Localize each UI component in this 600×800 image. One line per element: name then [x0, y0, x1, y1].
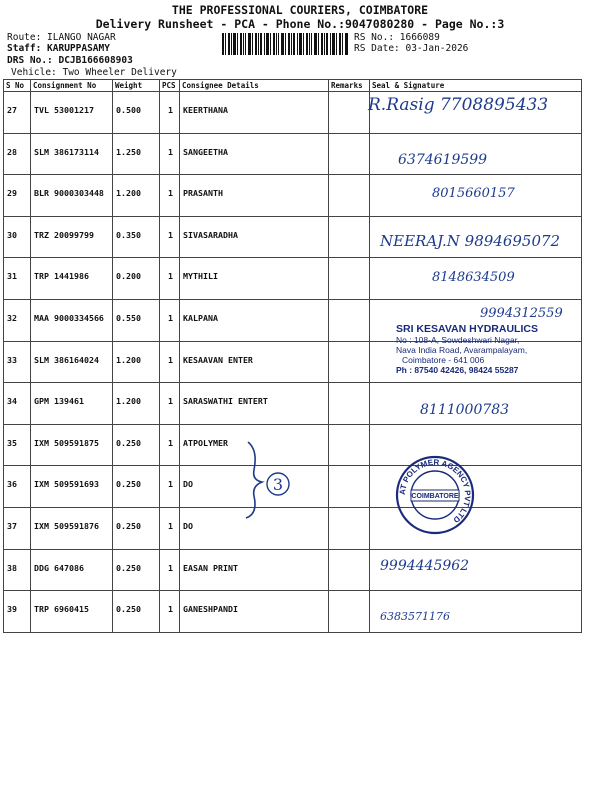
col-weight: Weight — [113, 80, 160, 92]
col-consignment: Consignment No — [31, 80, 113, 92]
cell-consignment: IXM 509591876 — [31, 507, 113, 549]
cell-remarks — [329, 341, 370, 383]
cell-sno: 27 — [4, 92, 31, 134]
cell-remarks — [329, 507, 370, 549]
cell-sno: 34 — [4, 383, 31, 425]
cell-weight: 1.200 — [113, 341, 160, 383]
cell-consignee: MYTHILI — [180, 258, 329, 300]
cell-pcs: 1 — [160, 299, 180, 341]
company-stamp — [396, 323, 586, 375]
cell-remarks — [329, 175, 370, 217]
drs-number: DRS No.: DCJB166608903 — [7, 55, 133, 66]
seal-inner-text: COIMBATORE — [411, 493, 459, 500]
cell-consignment: SLM 386164024 — [31, 341, 113, 383]
cell-consignment: IXM 509591875 — [31, 424, 113, 466]
cell-weight: 1.200 — [113, 383, 160, 425]
cell-consignment: TRP 1441986 — [31, 258, 113, 300]
table-row — [4, 591, 582, 633]
cell-pcs: 1 — [160, 133, 180, 175]
cell-pcs: 1 — [160, 383, 180, 425]
vehicle-label: Vehicle: Two Wheeler Delivery — [11, 67, 177, 78]
cell-pcs: 1 — [160, 591, 180, 633]
cell-remarks — [329, 466, 370, 508]
cell-consignment: TVL 53001217 — [31, 92, 113, 134]
cell-weight: 1.200 — [113, 175, 160, 217]
cell-sno: 32 — [4, 299, 31, 341]
rs-number: RS No.: 1666089 — [354, 32, 440, 43]
cell-weight: 0.250 — [113, 549, 160, 591]
cell-consignee: EASAN PRINT — [180, 549, 329, 591]
cell-sno: 31 — [4, 258, 31, 300]
col-sno: S No — [4, 80, 31, 92]
cell-consignment: MAA 9000334566 — [31, 299, 113, 341]
cell-weight: 0.250 — [113, 424, 160, 466]
handwritten-sig-28: 6374619599 — [398, 152, 488, 168]
cell-pcs: 1 — [160, 216, 180, 258]
cell-pcs: 1 — [160, 424, 180, 466]
handwritten-bracket — [238, 440, 298, 520]
stamp-name: SRI KESAVAN HYDRAULICS — [396, 323, 538, 335]
rs-date: RS Date: 03-Jan-2026 — [354, 43, 469, 54]
cell-consignment: TRZ 20099799 — [31, 216, 113, 258]
cell-sno: 33 — [4, 341, 31, 383]
cell-pcs: 1 — [160, 92, 180, 134]
cell-pcs: 1 — [160, 466, 180, 508]
handwritten-sig-31: 8148634509 — [432, 270, 515, 285]
col-signature: Seal & Signature — [370, 80, 582, 92]
route-label: Route: ILANGO NAGAR — [7, 32, 116, 43]
cell-consignee: SANGEETHA — [180, 133, 329, 175]
cell-weight: 0.500 — [113, 92, 160, 134]
handwritten-sig-30: NEERAJ.N 9894695072 — [380, 232, 561, 250]
cell-remarks — [329, 549, 370, 591]
cell-remarks — [329, 216, 370, 258]
table-row — [4, 133, 582, 175]
company-seal — [395, 455, 475, 535]
cell-pcs: 1 — [160, 341, 180, 383]
cell-consignee: PRASANTH — [180, 175, 329, 217]
staff-label: Staff: KARUPPASAMY — [7, 43, 110, 54]
cell-sno: 28 — [4, 133, 31, 175]
cell-consignee: DO — [180, 507, 329, 549]
cell-pcs: 1 — [160, 258, 180, 300]
stamp-phone: Ph : 87540 42426, 98424 55287 — [396, 365, 519, 375]
cell-weight: 0.200 — [113, 258, 160, 300]
cell-remarks — [329, 299, 370, 341]
bracket-count: 3 — [272, 475, 284, 494]
handwritten-sig-32: 9994312559 — [480, 306, 563, 321]
handwritten-sig-39: 6383571176 — [380, 610, 450, 623]
cell-consignment: IXM 509591693 — [31, 466, 113, 508]
cell-sno: 36 — [4, 466, 31, 508]
cell-sno: 38 — [4, 549, 31, 591]
cell-sno: 30 — [4, 216, 31, 258]
cell-weight: 0.350 — [113, 216, 160, 258]
cell-consignment: SLM 386173114 — [31, 133, 113, 175]
table-row — [4, 549, 582, 591]
cell-consignee: ATPOLYMER — [180, 424, 329, 466]
cell-sno: 29 — [4, 175, 31, 217]
cell-remarks — [329, 92, 370, 134]
col-pcs: PCS — [160, 80, 180, 92]
cell-consignment: GPM 139461 — [31, 383, 113, 425]
handwritten-sig-38: 9994445962 — [380, 558, 470, 574]
cell-remarks — [329, 591, 370, 633]
stamp-address-2: Nava India Road, Avarampalayam, — [396, 345, 528, 355]
cell-weight: 0.250 — [113, 591, 160, 633]
table-header-row — [4, 80, 582, 92]
stamp-address-1: No : 108-A, Sowdeshwari Nagar, — [396, 335, 520, 345]
cell-consignee: DO — [180, 466, 329, 508]
cell-weight: 1.250 — [113, 133, 160, 175]
cell-consignee: KESAAVAN ENTER — [180, 341, 329, 383]
cell-remarks — [329, 258, 370, 300]
seal-outer-text: AT POLYMER AGENCY PVT LTD — [397, 457, 473, 525]
cell-consignee: KEERTHANA — [180, 92, 329, 134]
cell-consignment: TRP 6960415 — [31, 591, 113, 633]
cell-pcs: 1 — [160, 507, 180, 549]
barcode — [222, 33, 348, 55]
cell-sno: 35 — [4, 424, 31, 466]
cell-remarks — [329, 383, 370, 425]
handwritten-sig-29: 8015660157 — [432, 186, 515, 201]
cell-consignee: KALPANA — [180, 299, 329, 341]
cell-remarks — [329, 133, 370, 175]
cell-consignee: GANESHPANDI — [180, 591, 329, 633]
col-consignee: Consignee Details — [180, 80, 329, 92]
cell-consignee: SIVASARADHA — [180, 216, 329, 258]
cell-consignee: SARASWATHI ENTERT — [180, 383, 329, 425]
cell-sno: 37 — [4, 507, 31, 549]
col-remarks: Remarks — [329, 80, 370, 92]
cell-consignment: BLR 9000303448 — [31, 175, 113, 217]
runsheet-title: THE PROFESSIONAL COURIERS, COIMBATORE — [171, 3, 429, 17]
cell-sno: 39 — [4, 591, 31, 633]
handwritten-sig-34: 8111000783 — [420, 402, 510, 418]
cell-consignment: DDG 647086 — [31, 549, 113, 591]
cell-remarks — [329, 424, 370, 466]
cell-weight: 0.250 — [113, 507, 160, 549]
cell-weight: 0.550 — [113, 299, 160, 341]
handwritten-sig-27: R.Rasig 7708895433 — [368, 95, 549, 115]
cell-pcs: 1 — [160, 175, 180, 217]
cell-weight: 0.250 — [113, 466, 160, 508]
stamp-address-3: Coimbatore - 641 006 — [402, 355, 485, 365]
runsheet-subtitle: Delivery Runsheet - PCA - Phone No.:9047080280 - Page No.:3 — [95, 17, 505, 31]
cell-pcs: 1 — [160, 549, 180, 591]
